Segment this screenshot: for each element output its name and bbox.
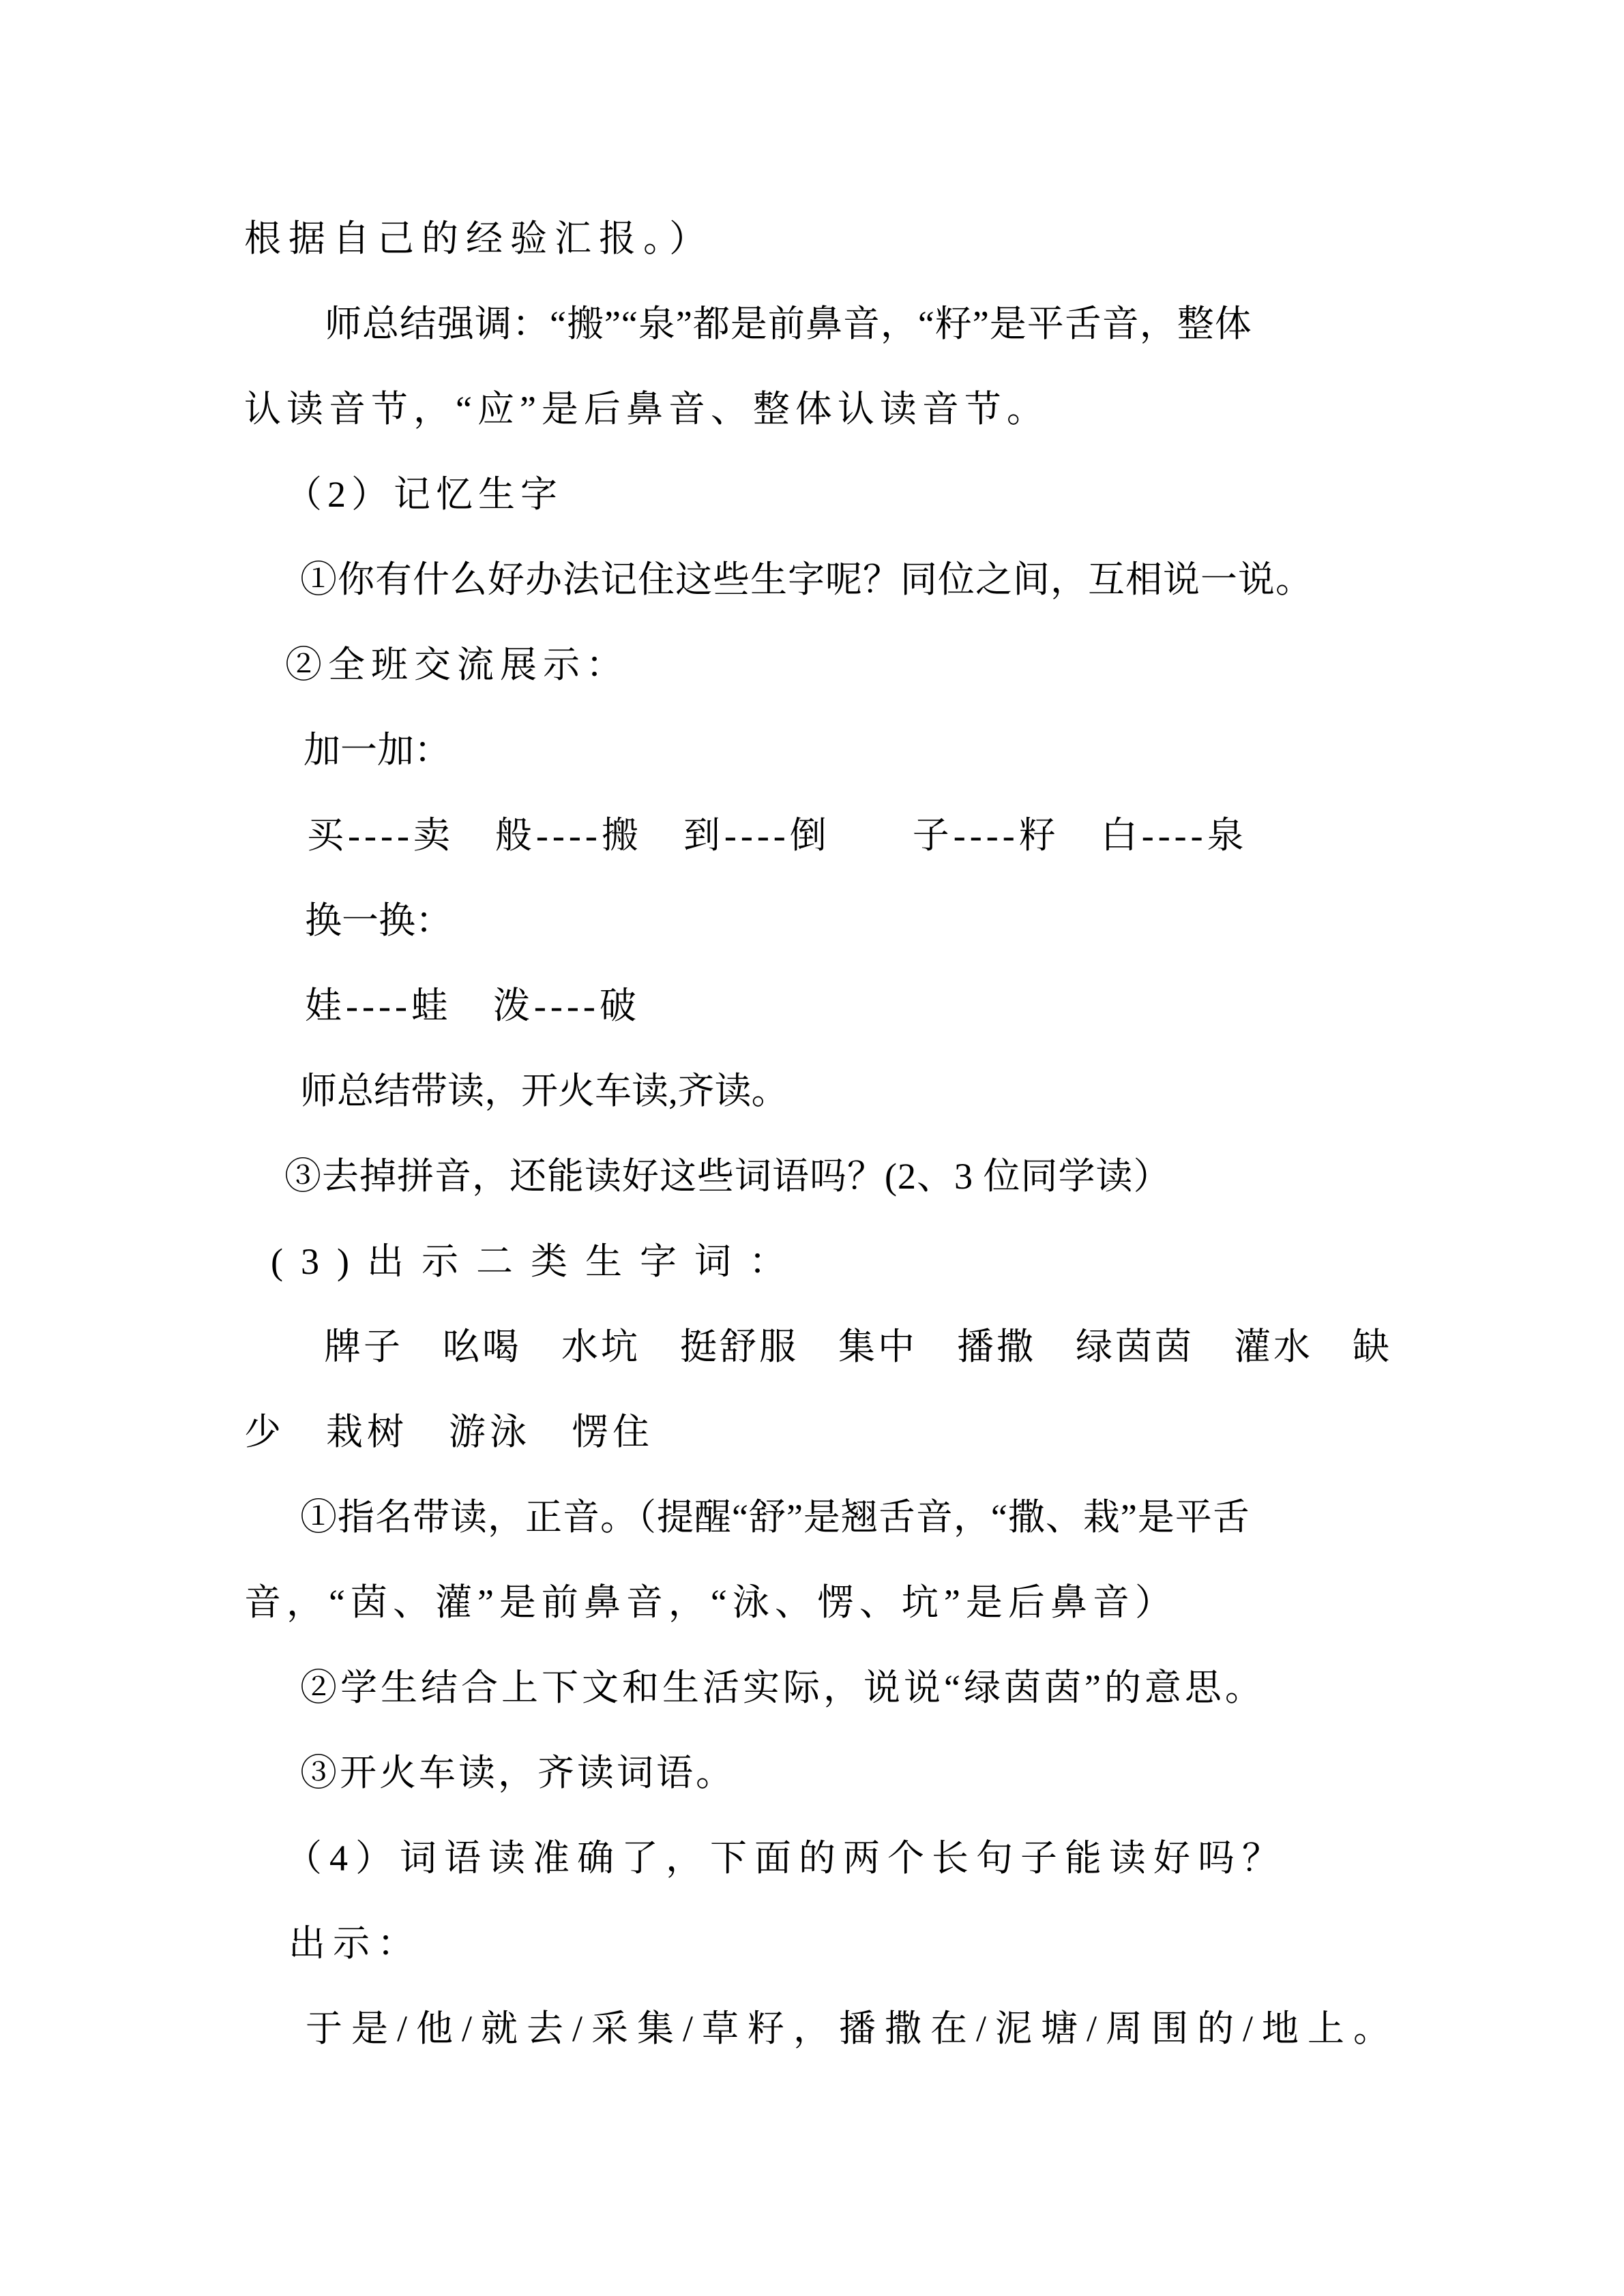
text-line: 根据自己的经验汇报。） [244, 218, 713, 259]
text-line: 出示： [289, 1923, 422, 1964]
text-line: 买----卖 般----搬 到----倒 子----籽 白----泉 [307, 815, 1248, 856]
text-line: 师总结强调：“搬”“泉”都是前鼻音，“籽”是平舌音，整体 [325, 303, 1252, 344]
text-line: 音，“茵、灌”是前鼻音，“泳、愣、坑”是后鼻音） [244, 1582, 1177, 1623]
text-line: 牌子 吆喝 水坑 挺舒服 集中 播撒 绿茵茵 灌水 缺 [324, 1326, 1392, 1367]
text-line: 少 栽树 游泳 愣住 [244, 1412, 653, 1452]
text-line: ①你有什么好办法记住这些生字呢？同位之间，互相说一说。 [300, 559, 1313, 600]
text-line: 于是/他/就去/采集/草籽，播撒在/泥塘/周围的/地上。 [306, 2008, 1400, 2049]
text-line: 换一换： [305, 900, 452, 941]
text-line: ②学生结合上下文和生活实际，说说“绿茵茵”的意思。 [300, 1667, 1265, 1708]
text-line: ①指名带读，正音。（提醒“舒”是翘舌音，“撒、栽”是平舌 [300, 1497, 1250, 1538]
text-line: 师总结带读，开火车读,齐读。 [300, 1071, 788, 1112]
text-line: （2）记忆生字 [285, 474, 563, 515]
text-line: 认读音节，“应”是后鼻音、整体认读音节。 [244, 389, 1049, 430]
document-text-block [244, 196, 1458, 2072]
text-line: ②全班交流展示： [285, 644, 629, 685]
text-line: (3)出示二类生字词： [271, 1241, 803, 1282]
text-line: ③去掉拼音，还能读好这些词语吗？(2、3 位同学读） [284, 1156, 1171, 1197]
text-line: （4）词语读准确了，下面的两个长句子能读好吗？ [285, 1838, 1286, 1879]
text-line: ③开火车读，齐读词语。 [300, 1753, 735, 1793]
text-line: 娃----蛙 泼----破 [305, 985, 640, 1026]
text-line: 加一加： [304, 730, 451, 771]
